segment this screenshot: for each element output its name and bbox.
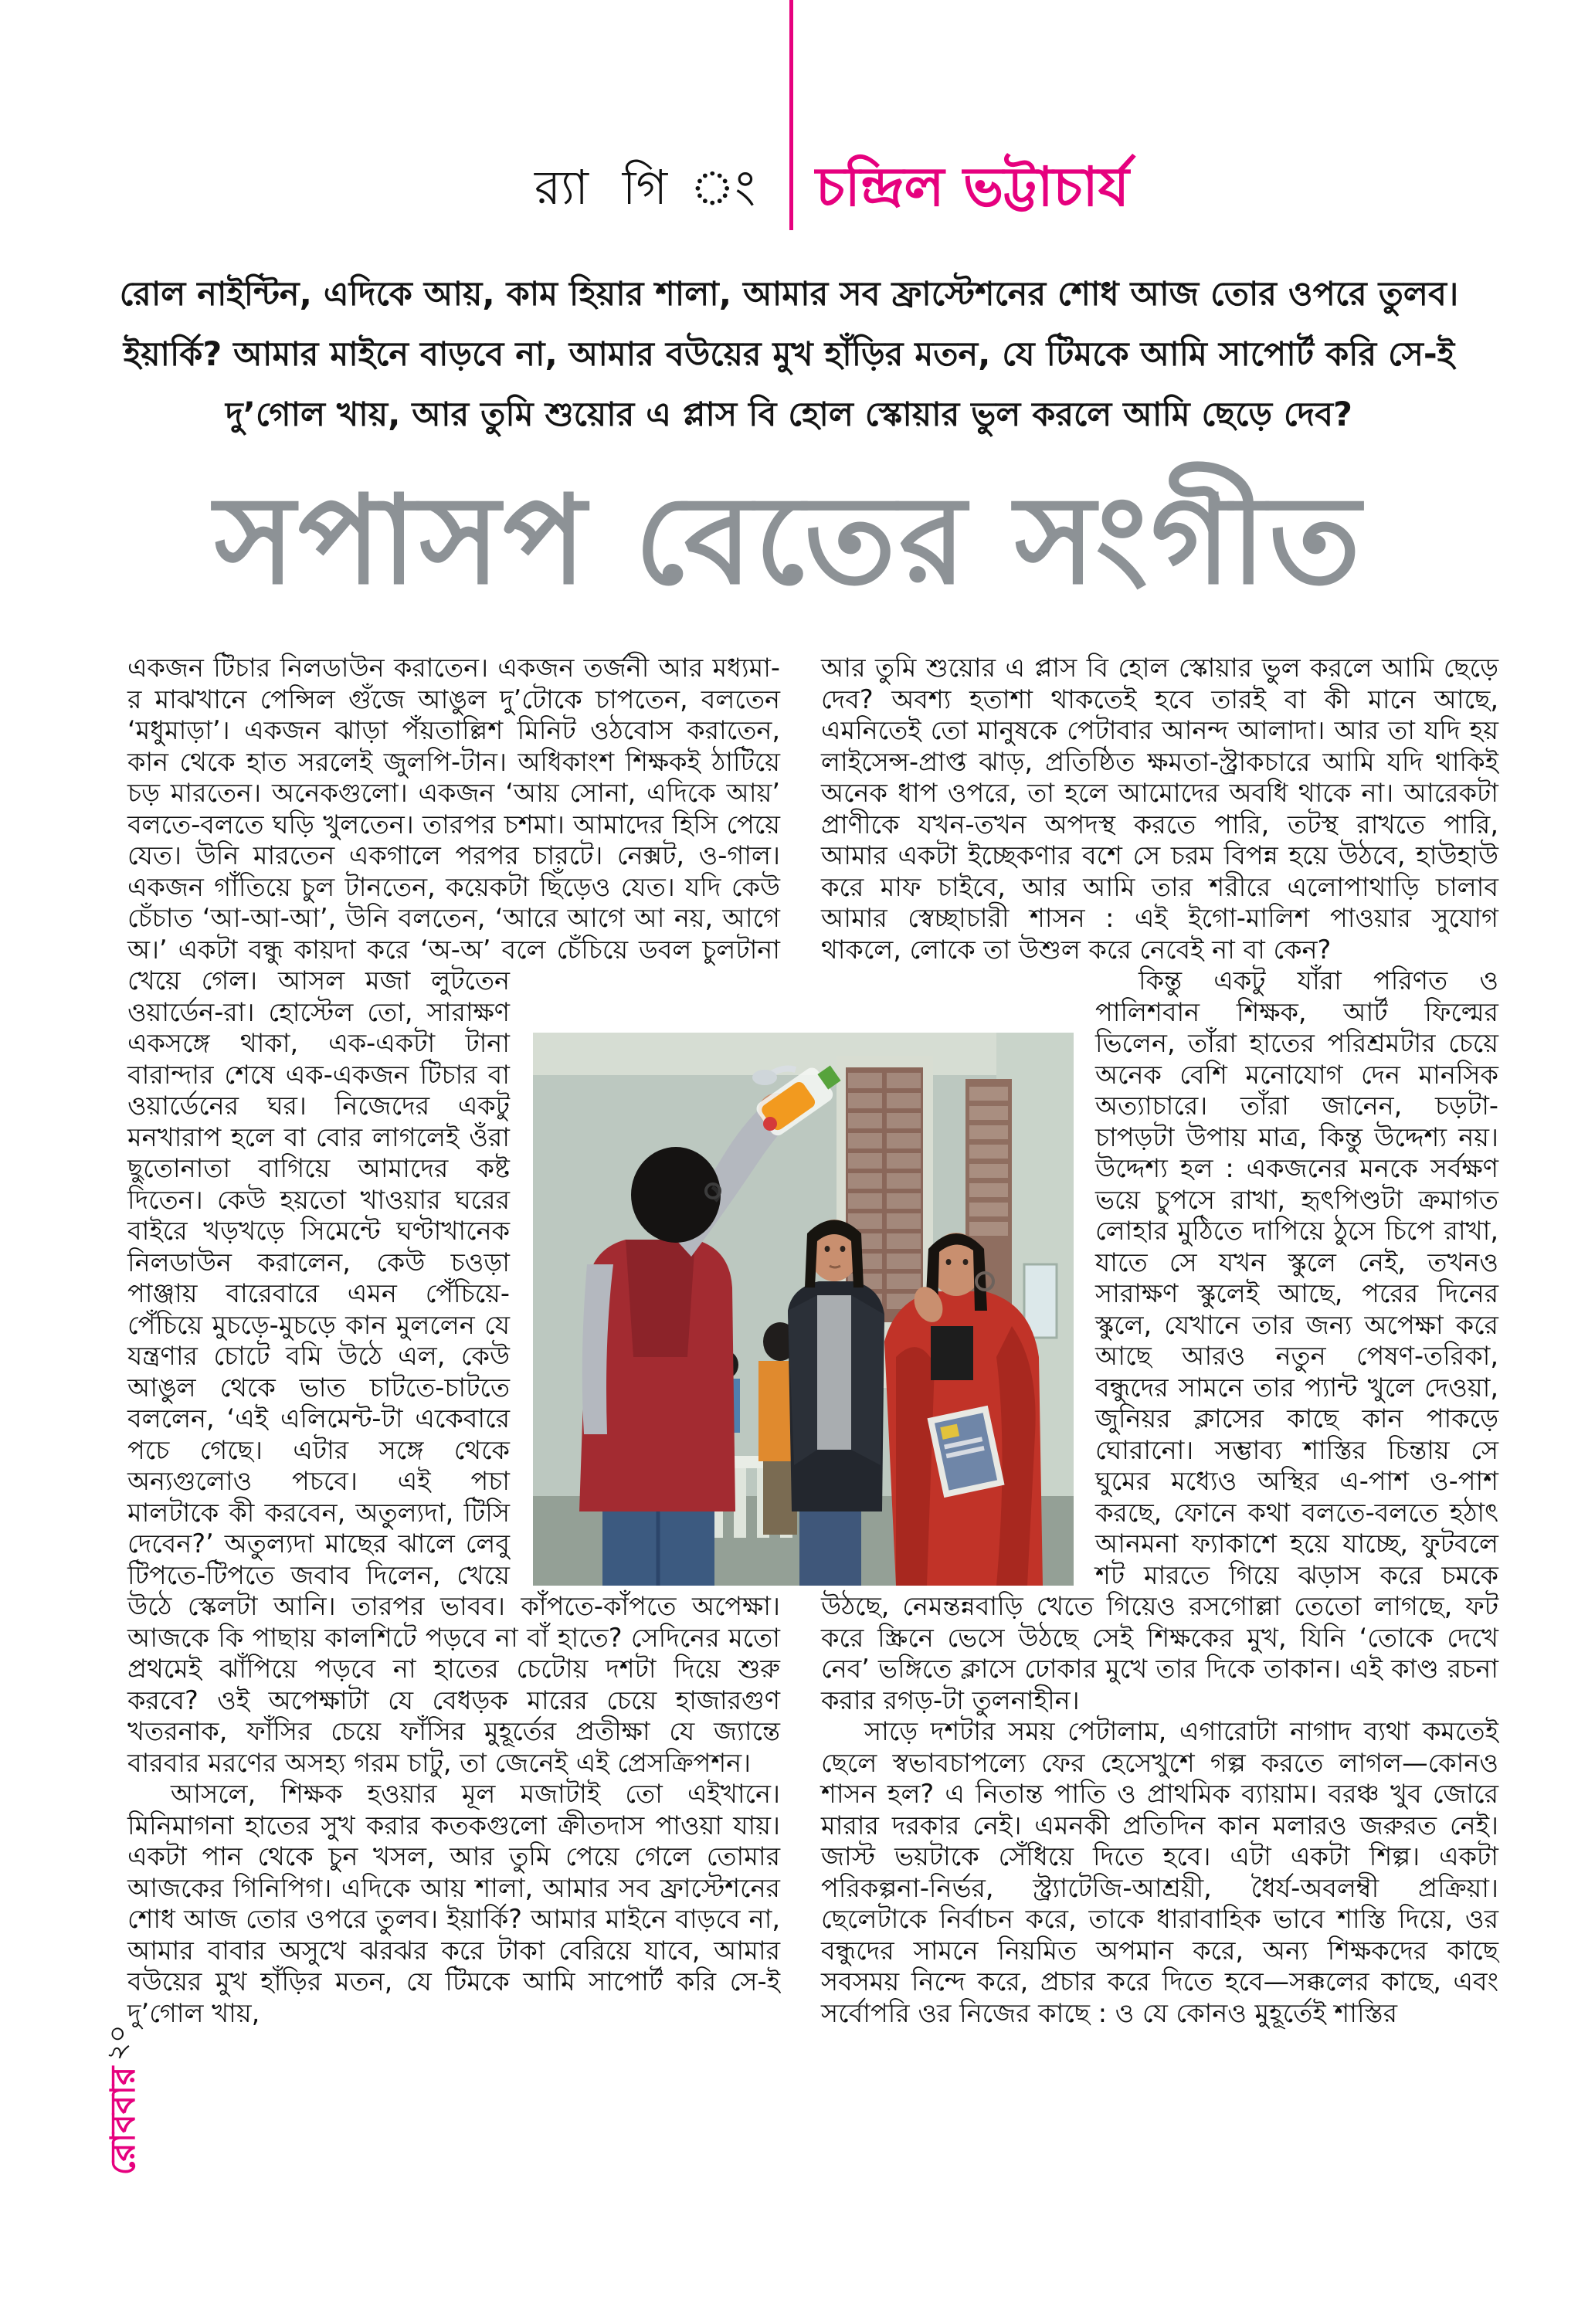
standfirst-line-3: দু’গোল খায়, আর তুমি শুয়োর এ প্লাস বি হোল স্কোয়ার ভুল করলে আমি ছেড়ে দেব?: [226, 395, 1352, 434]
author-name: চন্দ্রিল ভট্টাচার্য: [816, 155, 1129, 219]
standfirst-line-2: ইয়ার্কি? আমার মাইনে বাড়বে না, আমার বউয়ের মুখ হাঁড়ির মতন, যে টিমকে আমি সাপোর্ট করি সে-ই: [123, 335, 1455, 374]
body-paragraph: একজন টিচার নিলডাউন করাতেন। একজন তর্জনী আর মধ্যমা-র মাঝখানে পেন্সিল গুঁজে আঙুল দু’টোকে চাপতেন, বলতেন ‘মধুমাড়া’। একজন ঝাড়া পঁয়তাল্লিশ মিনিট ওঠবোস করাতেন, কান থেকে হাত সরলেই জুলপি-টান। অধিকাংশ শিক্ষকই ঠাটিয়ে চড় মারতেন। অনেকগুলো। একজন ‘আয় সোনা, এদিকে আয়’ বলতে-বলতে ঘড়ি খুলতেন। তারপর চশমা। আমাদের হিসি পেয়ে যেত। উনি মারতেন একগালে পরপর চারটে। নেক্সট, ও-গাল। একজন গাঁতিয়ে চুল টানতেন, কয়েকটা ছিঁড়েও যেত। যদি কেউ চেঁচাত ‘আ-আ-আ’, উনি বলতেন, ‘আরে আগে আ নয়, আগে অ।’ একটা বন্ধু কায়দা করে ‘অ-অ’ বলে চেঁচিয়ে ডবল চুলটানা খেয়ে গেল। আসল মজা লুটতেন ওয়ার্ডেন-রা। হোস্টেল তো, সারাক্ষণ একসঙ্গে থাকা, এক-একটা টানা বারান্দার শেষে এক-একজন টিচার বা ওয়ার্ডেনের ঘর। নিজেদের একটু মনখারাপ হলে বা বোর লাগলেই ওঁরা ছুতোনাতা বাগিয়ে আমাদের কষ্ট দিতেন। কেউ হয়তো খাওয়ার ঘরের বাইরে খড়খড়ে সিমেন্টে ঘণ্টাখানেক নিলডাউন করালেন, কেউ চওড়া পাঞ্জায় বারেবারে এমন পেঁচিয়ে-পেঁচিয়ে মুচড়ে-মুচড়ে কান মুললেন যে যন্ত্রণার চোটে বমি উঠে এল, কেউ আঙুল থেকে ভাত চাটতে-চাটতে বললেন, ‘এই এলিমেন্ট-টা একেবারে পচে গেছে। এটার সঙ্গে থেকে অন্যগুলোও পচবে। এই পচা মালটাকে কী করবেন, অতুল্যদা, টিসি দেবেন?’ অতুল্যদা মাছের ঝালে লেবু টিপতে-টিপতে জবাব দিলেন, খেয়ে উঠে স্কেলটা আনি। তারপর ভাবব। কাঁপতে-কাঁপতে অপেক্ষা। আজকে কি পাছায় কালশিটে পড়বে না বাঁ হাতে? সেদিনের মতো প্রথমেই ঝাঁপিয়ে পড়বে না হাতের চেটোয় দশটা দিয়ে শুরু করবে? ওই অপেক্ষাটা যে বেধড়ক মারের চেয়ে হাজারগুণ খতরনাক, ফাঁসির চেয়ে ফাঁসির মুহূর্তের প্রতীক্ষা যে জ্যান্তে বারবার মরণের অসহ্য গরম চাটু, তা জেনেই এই প্রেসক্রিপশন।: [127, 653, 780, 1778]
article-headline: সপাসপ বেতের সংগীত: [214, 470, 1364, 612]
body-paragraph: সাড়ে দশটার সময় পেটালাম, এগারোটা নাগাদ ব্যথা কমতেই ছেলে স্বভাবচাপল্যে ফের হেসেখুশে গল্প করতে লাগল—কোনও শাসন হল? এ নিতান্ত পাতি ও প্রাথমিক ব্যায়াম। বরঞ্চ খুব জোরে মারার দরকার নেই। এমনকী প্রতিদিন কান মলারও জরুরত নেই। জাস্ট ভয়টাকে সেঁধিয়ে দিতে হবে। এটা একটা শিল্প। একটা পরিকল্পনা-নির্ভর, স্ট্র্যাটেজি-আশ্রয়ী, ধৈর্য-অবলম্বী প্রক্রিয়া। ছেলেটাকে নির্বাচন করে, তাকে ধারাবাহিক ভাবে শাস্তি দিয়ে, ওর বন্ধুদের সামনে নিয়মিত অপমান করে, অন্য শিক্ষকদের কাছে সবসময় নিন্দে করে, প্রচার করে দিতে হবে—সক্কলের কাছে, এবং সর্বোপরি ওর নিজের কাছে : ও যে কোনও মুহূর্তেই শাস্তির: [821, 1716, 1498, 2028]
section-title: র‍্যা গি ং: [534, 159, 765, 215]
standfirst: [62, 264, 1516, 445]
body-paragraph: আর তুমি শুয়োর এ প্লাস বি হোল স্কোয়ার ভুল করলে আমি ছেড়ে দেব? অবশ্য হতাশা থাকতেই হবে তারই বা কী মানে আছে, এমনিতেই তো মানুষকে পেটাবার আনন্দ আলাদা। আর তা যদি হয় লাইসেন্স-প্রাপ্ত ঝাড়, প্রতিষ্ঠিত ক্ষমতা-স্ট্রাকচারে আমি যদি থাকিই অনেক ধাপ ওপরে, তা হলে আমোদের অবধি থাকে না। আরেকটা প্রাণীকে যখন-তখন অপদস্থ করতে পারি, তটস্থ রাখতে পারি, আমার একটা ইচ্ছেকণার বশে সে চরম বিপন্ন হয়ে উঠবে, হাউহাউ করে মাফ চাইবে, আর আমি তার শরীরে এলোপাথাড়ি চালাব আমার স্বেচ্ছাচারী শাসন : এই ইগো-মালিশ পাওয়ার সুযোগ থাকলে, লোকে তা উশুল করে নেবেই না বা কেন?: [821, 653, 1498, 965]
header-divider-rule: [789, 0, 793, 230]
article-photo: [533, 1033, 1074, 1586]
body-paragraph: কিন্তু একটু যাঁরা পরিণত ও পালিশবান শিক্ষক, আর্ট ফিল্মের ভিলেন, তাঁরা হাতের পরিশ্রমটার চেয়ে অনেক বেশি মনোযোগ দেন মানসিক অত্যাচারে। তাঁরা জানেন, চড়টা-চাপড়টা উপায় মাত্র, কিন্তু উদ্দেশ্য নয়। উদ্দেশ্য হল : একজনের মনকে সর্বক্ষণ ভয়ে চুপসে রাখা, হৃৎপিণ্ডটা ক্রমাগত লোহার মুঠিতে দাপিয়ে ঠুসে চিপে রাখা, যাতে সে যখন স্কুলে নেই, তখনও সারাক্ষণ স্কুলেই আছে, পরের দিনের স্কুলে, যেখানে তার জন্য অপেক্ষা করে আছে আরও নতুন পেষণ-তরিকা, বন্ধুদের সামনে তার প্যান্ট খুলে দেওয়া, জুনিয়র ক্লাসের কাছে কান পাকড়ে ঘোরানো। সম্ভাব্য শাস্তির চিন্তায় সে ঘুমের মধ্যেও অস্থির এ-পাশ ও-পাশ করছে, ফোনে কথা বলতে-বলতে হঠাৎ আনমনা ফ্যাকাশে হয়ে যাচ্ছে, ফুটবলে শট মারতে গিয়ে ঝড়াস করে চমকে উঠছে, নেমন্তন্নবাড়ি খেতে গিয়েও রসগোল্লা তেতো লাগছে, ফট করে স্ক্রিনে ভেসে উঠছে সেই শিক্ষকের মুখ, যিনি ‘তোকে দেখে নেব’ ভঙ্গিতে ক্লাসে ঢোকার মুখে তার দিকে তাকান। এই কাণ্ড রচনা করার রগড়-টা তুলনাহীন।: [821, 965, 1498, 1715]
body-paragraph: আসলে, শিক্ষক হওয়ার মূল মজাটাই তো এইখানে। মিনিমাগনা হাতের সুখ করার কতকগুলো ক্রীতদাস পাওয়া যায়। একটা পান থেকে চুন খসল, আর তুমি পেয়ে গেলে তোমার আজকের গিনিপিগ। এদিকে আয় শালা, আমার সব ফ্রাস্টেশনের শোধ আজ তোর ওপরে তুলব। ইয়ার্কি? আমার মাইনে বাড়বে না, আমার বাবার অসুখে ঝরঝর করে টাকা বেরিয়ে যাবে, আমার বউয়ের মুখ হাঁড়ির মতন, যে টিমকে আমি সাপোর্ট করি সে-ই দু’গোল খায়,: [127, 1779, 780, 2028]
standfirst-line-1: রোল নাইন্টিন, এদিকে আয়, কাম হিয়ার শালা, আমার সব ফ্রাস্টেশনের শোধ আজ তোর ওপরে তুলব।: [119, 275, 1459, 314]
masthead-vertical: রোববার: [104, 2066, 143, 2176]
page-number: ২০: [102, 2024, 134, 2061]
ragging-scene-illustration: [533, 1033, 1074, 1586]
